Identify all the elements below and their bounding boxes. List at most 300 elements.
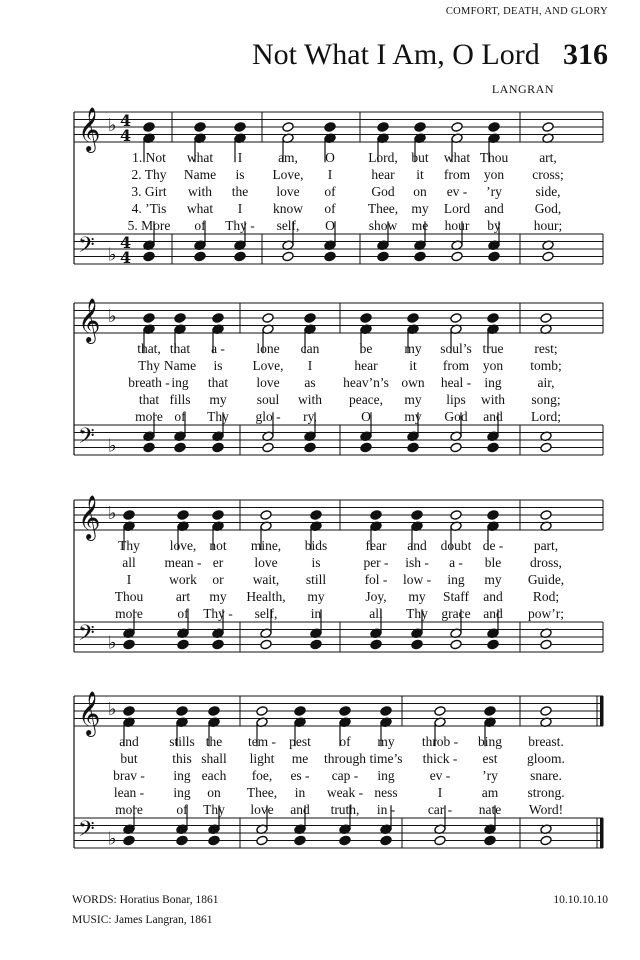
note-head <box>484 706 496 717</box>
lyric-syllable: Thy <box>138 358 160 373</box>
note-head <box>450 639 462 650</box>
time-signature-bottom: 4 <box>120 248 132 267</box>
note-head <box>177 510 189 521</box>
lyric-syllable: tomb; <box>530 358 562 373</box>
lyric-syllable: me <box>411 218 429 233</box>
lyric-syllable: truth, <box>330 802 360 817</box>
lyric-syllable: ing <box>447 572 465 587</box>
note-head <box>143 442 155 453</box>
lyric-syllable: hour <box>444 218 470 233</box>
note-head <box>260 639 272 650</box>
lyric-syllable: true <box>482 341 504 356</box>
note-head <box>234 122 246 133</box>
note-head <box>488 122 500 133</box>
lyric-syllable: my <box>484 572 502 587</box>
lyric-syllable: 3. Girt <box>131 184 167 199</box>
lyric-syllable: as <box>304 375 316 390</box>
note-head <box>310 510 322 521</box>
lyric-syllable: of <box>174 409 186 424</box>
lyric-syllable: 1. Not <box>132 150 166 165</box>
lyric-syllable: bing <box>477 734 503 749</box>
time-signature-top: 4 <box>120 111 132 130</box>
note-head <box>414 251 426 262</box>
lyric-syllable: yon <box>482 358 504 373</box>
note-head <box>411 639 423 650</box>
lyric-syllable: or <box>212 572 224 587</box>
lyric-syllable: all <box>369 606 383 621</box>
lyric-syllable: Rod; <box>532 589 560 604</box>
note-head <box>540 313 552 324</box>
note-head <box>282 122 294 133</box>
bass-staff <box>74 817 604 850</box>
lyric-syllable: of <box>339 734 351 749</box>
note-head <box>294 706 306 717</box>
bass-chord <box>540 431 552 453</box>
lyric-syllable: lean - <box>113 785 145 800</box>
lyric-syllable: more <box>115 802 143 817</box>
lyric-syllable: glo - <box>255 409 281 424</box>
note-head <box>360 313 372 324</box>
note-head <box>540 639 552 650</box>
hymn-number: 316 <box>563 38 608 71</box>
note-head <box>407 313 419 324</box>
lyric-syllable: from <box>443 167 471 182</box>
note-head <box>212 313 224 324</box>
lyric-syllable: wait, <box>252 572 280 587</box>
lyric-syllable: is <box>213 358 223 373</box>
note-head <box>380 835 392 846</box>
treble-chord <box>542 122 554 144</box>
lyric-syllable: and <box>484 201 504 216</box>
lyric-syllable: be <box>359 341 373 356</box>
bass-chord <box>540 824 552 846</box>
note-head <box>176 835 188 846</box>
bass-clef-icon: 𝄢 <box>78 233 95 263</box>
lyric-syllable: Thy <box>207 409 229 424</box>
note-head <box>294 835 306 846</box>
note-head <box>208 706 220 717</box>
lyric-syllable: Thy - <box>225 218 255 233</box>
lyric-line-verse-2 <box>0 167 640 185</box>
note-head <box>143 313 155 324</box>
lyric-syllable: Staff <box>443 589 469 604</box>
hymn-title: Not What I Am, O Lord <box>252 38 540 71</box>
lyric-line-verse-4 <box>0 201 640 219</box>
lyric-syllable: ’ry <box>482 768 498 783</box>
lyric-syllable: heav’n’s <box>343 375 389 390</box>
lyric-syllable: Love, <box>272 167 304 182</box>
lyric-syllable: Joy, <box>365 589 387 604</box>
lyric-syllable: yon <box>483 167 505 182</box>
bass-staff <box>74 233 603 267</box>
lyric-syllable: and <box>483 606 503 621</box>
meter: 10.10.10.10 <box>553 894 608 906</box>
lyric-line-verse-5 <box>0 802 640 820</box>
lyric-syllable: Thou <box>479 150 509 165</box>
lyric-syllable: and <box>119 734 139 749</box>
lyric-line-verse-5 <box>0 218 640 236</box>
lyric-line-verse-3 <box>0 768 640 786</box>
lyric-syllable: dross, <box>530 555 562 570</box>
lyric-syllable: each <box>201 768 227 783</box>
music-credit: MUSIC: James Langran, 1861 <box>72 914 213 926</box>
treble-clef-icon: 𝄞 <box>78 691 101 735</box>
note-head <box>212 442 224 453</box>
tune-name: LANGRAN <box>491 82 554 96</box>
lyric-syllable: ing <box>484 375 502 390</box>
note-head <box>256 706 268 717</box>
lyric-syllable: and <box>483 409 503 424</box>
note-head <box>487 639 499 650</box>
lyric-syllable: that, <box>137 341 161 356</box>
lyric-syllable: my <box>411 201 429 216</box>
lyric-syllable: light <box>249 751 275 766</box>
note-head <box>450 313 462 324</box>
lyric-syllable: ev - <box>429 768 451 783</box>
note-head <box>411 510 423 521</box>
lyric-syllable: Name <box>163 358 197 373</box>
bass-staff <box>74 424 603 457</box>
note-head <box>143 251 155 262</box>
treble-chord <box>540 510 552 532</box>
lyric-syllable: ish - <box>405 555 429 570</box>
key-signature-flat-icon: ♭ <box>108 632 117 654</box>
lyric-syllable: Thy - <box>203 606 233 621</box>
note-head <box>282 251 294 262</box>
lyric-syllable: O <box>361 409 371 424</box>
lyric-syllable: es - <box>290 768 310 783</box>
lyric-syllable: pow’r; <box>528 606 564 621</box>
note-head <box>234 251 246 262</box>
lyric-syllable: love, <box>169 538 197 553</box>
lyric-syllable: am, <box>278 150 298 165</box>
key-signature-flat-icon: ♭ <box>108 115 117 136</box>
note-head <box>194 251 206 262</box>
key-signature-flat-icon: ♭ <box>108 828 117 850</box>
lyric-syllable: own <box>401 375 425 390</box>
lyric-syllable: Thou <box>114 589 144 604</box>
lyric-syllable: 5. More <box>127 218 171 233</box>
lyric-syllable: on <box>413 184 427 199</box>
lyric-syllable: love <box>250 802 274 817</box>
lyric-syllable: from <box>442 358 470 373</box>
lyric-syllable: fol - <box>364 572 388 587</box>
lyric-syllable: and <box>483 589 503 604</box>
note-head <box>380 706 392 717</box>
note-head <box>208 835 220 846</box>
lyric-syllable: brav - <box>113 768 145 783</box>
note-head <box>262 442 274 453</box>
bass-chord <box>542 240 554 262</box>
lyric-line-verse-3 <box>0 375 640 393</box>
lyric-syllable: what <box>186 201 214 216</box>
lyric-syllable: a - <box>211 341 225 356</box>
note-head <box>434 706 446 717</box>
lyric-syllable: I <box>237 150 243 165</box>
note-head <box>451 122 463 133</box>
note-head <box>176 706 188 717</box>
lyric-syllable: show <box>368 218 398 233</box>
lyric-syllable: still <box>305 572 327 587</box>
lyric-syllable: work <box>169 572 197 587</box>
lyric-syllable: am <box>481 785 499 800</box>
lyric-syllable: Health, <box>246 589 286 604</box>
lyric-syllable: the <box>205 734 223 749</box>
key-signature-flat-icon: ♭ <box>108 699 117 720</box>
lyric-line-verse-2 <box>0 555 640 573</box>
lyric-syllable: love <box>276 184 300 199</box>
lyric-syllable: the <box>231 184 249 199</box>
lyric-syllable: 4. ’Tis <box>131 201 167 216</box>
lyric-syllable: in <box>310 606 322 621</box>
lyric-syllable: my <box>307 589 325 604</box>
note-head <box>542 251 554 262</box>
time-signature-top: 4 <box>120 233 132 252</box>
lyric-syllable: and <box>407 538 427 553</box>
lyric-syllable: of <box>176 802 188 817</box>
lyric-syllable: heal - <box>440 375 472 390</box>
treble-chord <box>540 313 552 335</box>
lyric-syllable: I <box>307 358 313 373</box>
note-head <box>370 510 382 521</box>
lyric-syllable: hour; <box>533 218 563 233</box>
lyric-syllable: I <box>237 201 243 216</box>
note-head <box>377 251 389 262</box>
lyric-syllable: of <box>324 201 336 216</box>
lyric-syllable: doubt <box>440 538 472 553</box>
lyric-syllable: this <box>172 751 192 766</box>
lyric-syllable: in - <box>376 802 396 817</box>
note-head <box>339 835 351 846</box>
key-signature-flat-icon: ♭ <box>108 244 117 266</box>
lyric-syllable: it <box>416 167 424 182</box>
lyric-line-verse-2 <box>0 358 640 376</box>
note-head <box>540 510 552 521</box>
lyric-syllable: breast. <box>528 734 564 749</box>
lyric-syllable: air, <box>537 375 555 390</box>
lyric-line-verse-4 <box>0 392 640 410</box>
note-head <box>212 639 224 650</box>
key-signature-flat-icon: ♭ <box>108 306 117 327</box>
note-head <box>434 835 446 846</box>
lyric-syllable: I <box>327 167 333 182</box>
note-head <box>174 313 186 324</box>
note-head <box>304 313 316 324</box>
lyric-syllable: Name <box>183 167 217 182</box>
lyric-syllable: side, <box>535 184 561 199</box>
lyric-syllable: tem - <box>247 734 277 749</box>
lyric-syllable: me <box>291 751 309 766</box>
lyric-syllable: car - <box>427 802 453 817</box>
lyric-line-verse-5 <box>0 606 640 624</box>
lyric-syllable: peace, <box>348 392 384 407</box>
final-barline <box>600 696 604 726</box>
final-barline <box>600 818 604 848</box>
lyric-syllable: thick - <box>422 751 458 766</box>
lyric-syllable: per - <box>363 555 389 570</box>
lyric-syllable: breath - <box>128 375 170 390</box>
lyric-syllable: ness <box>374 785 398 800</box>
lyric-syllable: ev - <box>446 184 468 199</box>
treble-chord <box>540 706 552 728</box>
lyric-syllable: my <box>209 392 227 407</box>
lyric-line-verse-4 <box>0 589 640 607</box>
lyric-syllable: art <box>175 589 191 604</box>
lyric-syllable: it <box>409 358 417 373</box>
lyric-syllable: God, <box>534 201 562 216</box>
lyric-syllable: hear <box>354 358 378 373</box>
lyric-syllable: Thy <box>118 538 140 553</box>
note-head <box>540 442 552 453</box>
note-head <box>194 122 206 133</box>
lyric-syllable: strong. <box>527 785 565 800</box>
lyric-syllable: er <box>212 555 224 570</box>
lyric-syllable: cap - <box>331 768 359 783</box>
lyric-syllable: but <box>120 751 138 766</box>
lyric-syllable: cross; <box>532 167 564 182</box>
treble-staff <box>74 691 604 737</box>
lyric-syllable: God <box>371 184 395 199</box>
lyric-syllable: self, <box>254 606 278 621</box>
note-head <box>123 639 135 650</box>
note-head <box>310 639 322 650</box>
lyric-syllable: ing <box>171 375 189 390</box>
lyric-line-verse-3 <box>0 184 640 202</box>
lyric-syllable: weak - <box>326 785 364 800</box>
lyric-syllable: gloom. <box>527 751 565 766</box>
treble-clef-icon: 𝄞 <box>78 495 101 539</box>
lyric-syllable: and <box>290 802 310 817</box>
note-head <box>450 442 462 453</box>
lyric-syllable: lips <box>446 392 466 407</box>
lyric-syllable: my <box>404 409 422 424</box>
lyric-syllable: know <box>273 201 303 216</box>
lyric-syllable: more <box>115 606 143 621</box>
note-head <box>450 510 462 521</box>
lyric-syllable: I <box>437 785 443 800</box>
lyric-syllable: soul <box>256 392 280 407</box>
lyric-line-verse-1 <box>0 150 640 168</box>
lyric-syllable: nate <box>478 802 502 817</box>
lyric-syllable: that <box>207 375 229 390</box>
lyric-syllable: what <box>186 150 214 165</box>
lyric-line-verse-2 <box>0 751 640 769</box>
lyric-syllable: my <box>209 589 227 604</box>
lyric-syllable: love <box>256 375 280 390</box>
bass-staff <box>74 621 603 654</box>
lyric-syllable: God <box>444 409 468 424</box>
lyric-syllable: art, <box>539 150 557 165</box>
lyric-syllable: my <box>404 341 422 356</box>
lyric-syllable: song; <box>531 392 561 407</box>
lyric-syllable: pest <box>289 734 311 749</box>
lyric-syllable: more <box>135 409 163 424</box>
lyric-syllable: that <box>169 341 191 356</box>
note-head <box>360 442 372 453</box>
note-head <box>484 835 496 846</box>
lyric-syllable: ing <box>173 785 191 800</box>
treble-staff <box>74 298 603 344</box>
note-head <box>324 251 336 262</box>
note-head <box>370 639 382 650</box>
lyric-syllable: my <box>408 589 426 604</box>
bass-clef-icon: 𝄢 <box>78 424 95 454</box>
note-head <box>414 122 426 133</box>
lyric-syllable: is <box>235 167 245 182</box>
lyric-line-verse-1 <box>0 538 640 556</box>
lyric-syllable: that <box>138 392 160 407</box>
lyric-syllable: throb - <box>421 734 459 749</box>
lyric-syllable: ing <box>377 768 395 783</box>
note-head <box>540 835 552 846</box>
note-head <box>143 122 155 133</box>
lyric-syllable: what <box>443 150 471 165</box>
lyric-syllable: Thee, <box>367 201 399 216</box>
lyric-syllable: ry, <box>303 409 317 424</box>
lyric-syllable: my <box>377 734 395 749</box>
bass-clef-icon: 𝄢 <box>78 817 95 847</box>
lyric-syllable: can <box>300 341 320 356</box>
lyric-line-verse-3 <box>0 572 640 590</box>
lyric-syllable: with <box>480 392 506 407</box>
words-credit: WORDS: Horatius Bonar, 1861 <box>72 894 219 906</box>
lyric-line-verse-5 <box>0 409 640 427</box>
note-head <box>123 706 135 717</box>
time-signature-bottom: 4 <box>120 126 132 145</box>
lyric-syllable: hear <box>371 167 395 182</box>
lyric-syllable: part, <box>533 538 559 553</box>
lyric-syllable: with <box>297 392 323 407</box>
lyric-syllable: fills <box>169 392 191 407</box>
key-signature-flat-icon: ♭ <box>108 503 117 524</box>
lyric-syllable: Lord <box>443 201 471 216</box>
lyric-syllable: on <box>207 785 221 800</box>
lyric-line-verse-1 <box>0 734 640 752</box>
lyric-syllable: Lord, <box>368 150 398 165</box>
lyric-syllable: rest; <box>534 341 558 356</box>
lyric-line-verse-4 <box>0 785 640 803</box>
lyric-syllable: my <box>404 392 422 407</box>
lyric-syllable: O <box>325 218 335 233</box>
lyric-line-verse-1 <box>0 341 640 359</box>
lyric-syllable: lone <box>256 341 280 356</box>
treble-clef-icon: 𝄞 <box>78 298 101 342</box>
note-head <box>339 706 351 717</box>
lyric-syllable: Thee, <box>246 785 278 800</box>
lyric-syllable: by <box>487 218 501 233</box>
lyric-syllable: shall <box>201 751 227 766</box>
lyric-syllable: self, <box>276 218 300 233</box>
lyric-syllable: Thy <box>406 606 428 621</box>
lyric-syllable: foe, <box>251 768 273 783</box>
lyric-syllable: Word! <box>528 802 564 817</box>
lyric-syllable: of <box>177 606 189 621</box>
lyric-syllable: mean - <box>164 555 202 570</box>
lyric-syllable: Love, <box>252 358 284 373</box>
lyric-syllable: de - <box>482 538 504 553</box>
lyric-syllable: of <box>324 184 336 199</box>
lyric-syllable: ble <box>484 555 502 570</box>
bass-chord <box>540 628 552 650</box>
note-head <box>177 639 189 650</box>
note-head <box>540 706 552 717</box>
note-head <box>262 313 274 324</box>
note-head <box>304 442 316 453</box>
lyric-syllable: stills <box>169 734 195 749</box>
key-signature-flat-icon: ♭ <box>108 435 117 457</box>
note-head <box>407 442 419 453</box>
lyric-syllable: a - <box>449 555 463 570</box>
